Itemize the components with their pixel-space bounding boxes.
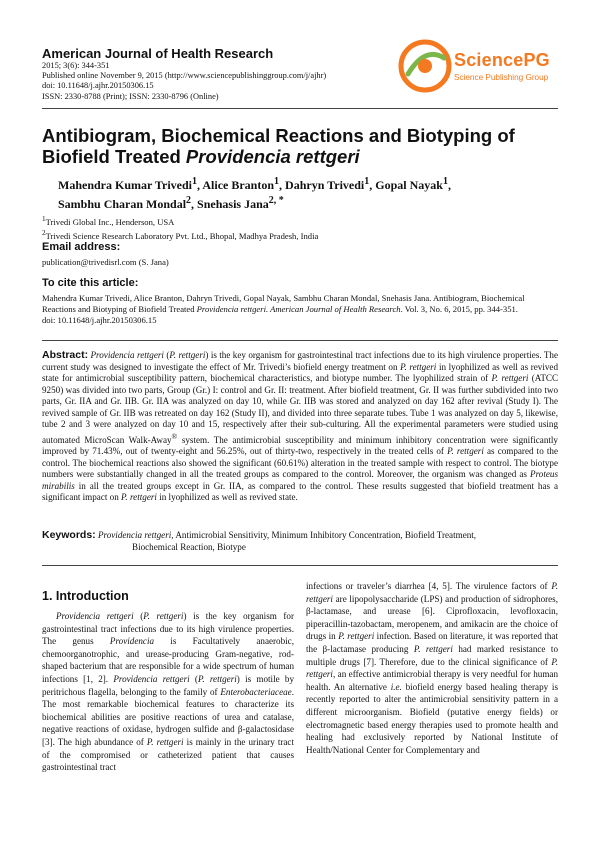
abstract-text: ( <box>163 350 170 360</box>
body-text: ( <box>133 611 144 621</box>
citation-text: Reactions and Biotyping of Biofield Treated <box>42 303 197 314</box>
author-name: Snehasis Jana <box>197 197 269 211</box>
species-name: P. rettgeri <box>169 350 206 360</box>
journal-meta <box>42 61 326 102</box>
affiliation-number: 1 <box>42 215 46 223</box>
keywords-label: Keywords: <box>42 529 96 541</box>
body-text: had marked resistance to multiple drugs [7]. Therefore, due to the clinical significance of <box>306 643 558 667</box>
body-text: ) is motile by peritrichous flagella, belonging to the family of <box>42 673 294 697</box>
email-heading: Email address: <box>42 241 121 253</box>
logo-wordmark: SciencePG <box>454 50 550 70</box>
species-name: P. rettgeri <box>400 361 437 372</box>
title-species: Providencia rettgeri <box>185 146 360 167</box>
header-divider <box>42 108 558 109</box>
citation-doi[interactable]: doi: 10.11648/j.ajhr.20150306.15 <box>42 314 157 325</box>
abstract-text: in lyophilized as well as revived state. <box>156 492 298 503</box>
affiliation <box>42 228 318 242</box>
latin-abbrev: i.e. <box>390 681 402 692</box>
author-line: Sambhu Charan Mondal$^2$, Snehasis Jana$^{2, *}$ <box>58 195 284 211</box>
body-text: infection. Based on literature, it was reported that the β-lactamase producing <box>306 631 558 654</box>
body-text: ) is the key organism for gastrointestinal tract infections due to its high virulence properties. The genus <box>42 611 294 647</box>
email-address[interactable]: publication@trivedisrl.com (S. Jana) <box>42 257 169 267</box>
abstract-text: system. The antimicrobial susceptibility and minimum inhibitory concentration were significantly improved by 71.43%, out of twenty-eight and 56.25%, out of thirty-two, respectively in the treated cells of <box>42 434 558 457</box>
citation-line <box>42 304 558 315</box>
meta-line: 2015; 3(6): 344-351 <box>42 61 110 70</box>
affiliation-text: Trivedi Global Inc., Henderson, USA <box>45 216 175 227</box>
title-text: Biofield Treated <box>42 146 186 167</box>
abstract-text: ) is the key organism for gastrointestinal tract infections due to its high virulence properties. The current study was designed to investigate the effect of Mr. Trivedi’s biofield energy treatment on <box>42 350 558 372</box>
cite-heading: To cite this article: <box>42 277 139 289</box>
abstract-text: in lyophilized as well as revived state for antimicrobial susceptibility pattern, biochemical characteristics, and biotype number. The lyophilized strain of <box>42 361 559 383</box>
body-column-right <box>306 580 558 756</box>
species-name: P. rettgeri <box>413 643 453 654</box>
registered-mark: ® <box>171 431 178 441</box>
species-name: P. rettgeri <box>146 736 184 747</box>
paragraph <box>306 580 558 756</box>
keywords <box>42 530 558 553</box>
keywords-text: Antimicrobial Sensitivity, Minimum Inhibitory Concentration, Biofield Treatment, <box>173 530 477 540</box>
body-text: is mainly in the urinary tract of the compromised or catheterized patient that causes gastrointestinal tract <box>42 736 294 773</box>
citation <box>42 293 558 325</box>
species-name: Proteus mirabilis <box>42 469 558 491</box>
body-text: infections or traveler’s diarrhea [4, 5]. The virulence factors of <box>306 581 552 591</box>
species-name: Providencia rettgeri <box>113 673 190 684</box>
author-name: Dahryn Trivedi <box>285 178 365 192</box>
citation-journal: Providencia rettgeri. American Journal of Health Research <box>196 303 401 314</box>
author-line: Mahendra Kumar Trivedi$^1$, Alice Branton$^1$, Dahryn Trivedi$^1$, Gopal Nayak$^1$, <box>58 176 451 192</box>
affiliation-text: Trivedi Science Research Laboratory Pvt. Ltd., Bhopal, Madhya Pradesh, India <box>45 230 319 241</box>
author-name: Mahendra Kumar Trivedi <box>58 178 193 192</box>
section-heading: 1. Introduction <box>42 589 129 603</box>
body-text: is Facultatively anaerobic, chemoorganotrophic, and urease-producing Gram-negative, rod-shaped bacterium that are responsible for a wide spectrum of human infections [1, 2]. <box>42 636 294 684</box>
author-list <box>58 174 478 212</box>
paragraph <box>42 610 294 774</box>
species-name: Providencia rettgeri <box>56 611 134 621</box>
abstract <box>42 350 558 504</box>
logo-emblem-icon <box>398 38 452 94</box>
author-affil: 1 <box>192 176 198 187</box>
meta-line: doi: 10.11648/j.ajhr.20150306.15 <box>42 81 154 91</box>
author-name: Gopal Nayak <box>375 178 443 192</box>
paper-title <box>42 125 562 167</box>
author-affil: 1 <box>364 176 370 187</box>
keywords-line: Biochemical Reaction, Biotype <box>132 541 246 552</box>
abstract-label: Abstract: <box>42 349 89 361</box>
author-affil: 2, * <box>268 195 284 206</box>
abstract-text: as compared to the control. The biochemical reactions also showed the significant (60.61%) alteration in the treated sample with respect to control. The biotype numbers were substantially changed in all the treated groups as compared to the control. Moreover, the organism was changed as <box>42 446 558 480</box>
species-name: P. rettgeri <box>306 656 558 680</box>
meta-line: Published online November 9, 2015 (http://www.sciencepublishinggroup.com/j/ajhr) <box>42 71 327 81</box>
title-line <box>42 146 562 167</box>
abstract-text: in all the treated groups except in Gr. IIA, as compared to the control. These results suggested that biofield treatment has a significant impact on <box>42 480 558 503</box>
body-text: . The most remarkable biochemical features to characterize its biochemical abilities are positive reactions of urea and catalase, negative reactions of oxidase, hydrogen sulfide and β-galactosidase [3]. The high abundance of <box>42 686 294 747</box>
keyword-species: Providencia rettgeri, <box>97 530 174 540</box>
author-name: Alice Branton <box>202 178 275 192</box>
abstract-top-divider <box>42 340 558 341</box>
keywords-line <box>42 530 558 542</box>
body-text: biofield energy based healing therapy is recently reported to alter the antimicrobial sensitivity pattern in a different microorganism. Biofield (putative energy fields) or electromagnetic based energy therapies used to promote health and healing had exclusively reported by National Institute of Health/National Center for Complementary and <box>306 681 558 755</box>
meta-line: ISSN: 2330-8788 (Print); ISSN: 2330-8796 (Online) <box>42 91 219 101</box>
author-affil: 2 <box>186 195 192 206</box>
species-name: Providencia rettgeri <box>90 350 164 360</box>
body-text: are lipopolysaccharide (LPS) and production of sidrophores, β-lactamase, and urease [6]. Ciprofloxacin, levofloxacin, piperacillin-tazobactam, meropenem, and amikacin are the choice of drugs in <box>306 593 558 642</box>
species-name: P. rettgeri <box>197 673 237 684</box>
species-name: P. rettgeri <box>143 611 184 621</box>
body-column-left <box>42 610 294 774</box>
affiliation-number: 2 <box>42 228 46 237</box>
body-text: ( <box>189 673 198 684</box>
citation-text: . Vol. 3, No. 6, 2015, pp. 344-351. <box>400 303 518 314</box>
journal-name: American Journal of Health Research <box>42 46 274 61</box>
species-name: P. rettgeri <box>447 446 484 457</box>
citation-line: Mahendra Kumar Trivedi, Alice Branton, Dahryn Trivedi, Gopal Nayak, Sambhu Charan Mondal, Snehasis Jana. Antibiogram, Biochemical <box>42 293 525 303</box>
author-affil: 1 <box>442 176 448 187</box>
title-line: Antibiogram, Biochemical Reactions and Biotyping of <box>42 125 515 146</box>
genus-name: Providencia <box>109 636 155 647</box>
publisher-logo <box>398 36 558 96</box>
abstract-text: (ATCC 9250) was divided into two parts, Group (Gr.) I: control and Gr. II: treatment. After biofield treatment, Gr. II was further subdivided into two parts, Gr. IIA and Gr. IIB. Gr. IIA was analyzed on day 10, while Gr. IIB was stored and analyzed on day 162 after revival (Study I). The revived sample of Gr. IIB was retreated on day 162 (Study II), and divided into three separate tubes. Tube 1 was analyzed on day 5, likewise, tube 2 and 3 were analyzed on day 10 and 15, respectively after their sub-culturing. All the experimental parameters were studied using automated MicroScan Walk-Away <box>42 373 559 445</box>
species-name: P. rettgeri <box>338 631 375 642</box>
species-name: P. rettgeri <box>121 492 157 503</box>
author-affil: 1 <box>274 176 280 187</box>
affiliation <box>42 214 318 228</box>
body-text: , an effective antimicrobial therapy is very needful for human health. An alternative <box>306 669 558 692</box>
species-name: P. rettgeri <box>306 581 558 604</box>
species-name: P. rettgeri <box>491 373 529 383</box>
author-name: Sambhu Charan Mondal <box>58 197 187 211</box>
affiliations <box>42 214 318 242</box>
keywords-divider <box>42 565 558 566</box>
family-name: Enterobacteriaceae <box>220 686 292 697</box>
logo-tagline: Science Publishing Group <box>454 73 549 82</box>
